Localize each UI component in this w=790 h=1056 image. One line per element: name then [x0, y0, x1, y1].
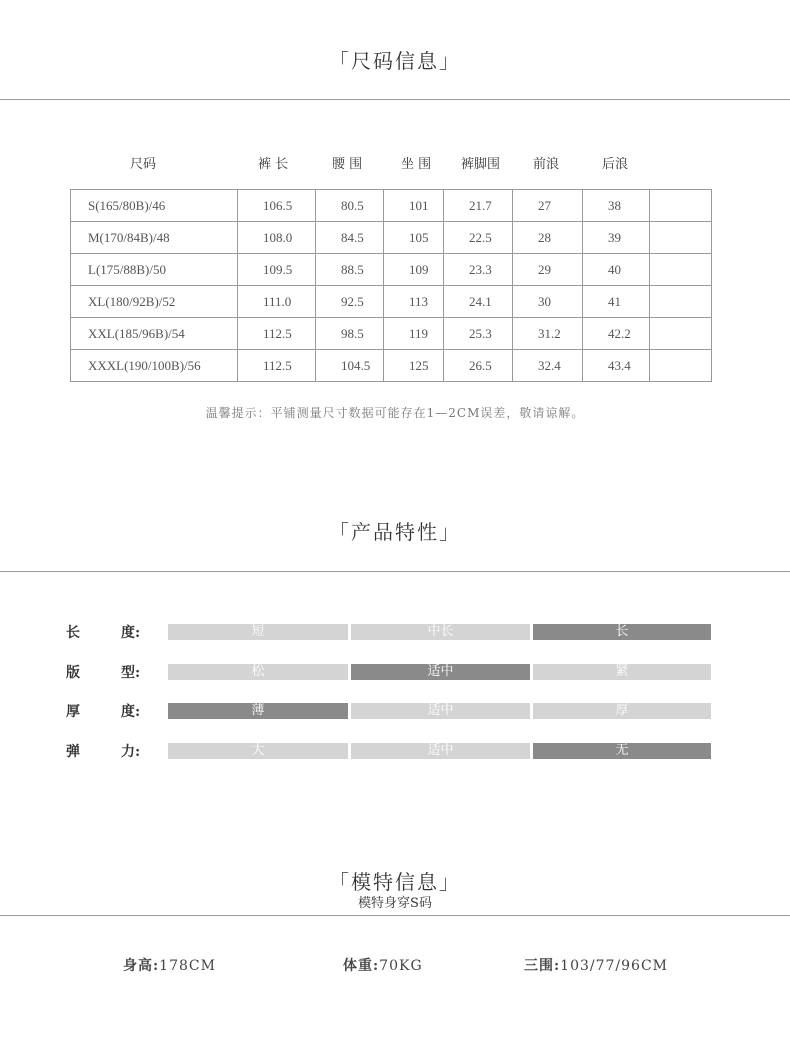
- measurement-cell: 111.0: [238, 286, 316, 318]
- measurement-cell: 84.5: [316, 222, 384, 254]
- feature-option: 适中: [351, 743, 530, 759]
- measurement-cell: 80.5: [316, 190, 384, 222]
- feature-option-selected: 无: [533, 743, 711, 759]
- model-height: [123, 955, 216, 975]
- measurement-cell: 92.5: [316, 286, 384, 318]
- measurement-cell: 112.5: [238, 318, 316, 350]
- measurement-cell: 27: [513, 190, 583, 222]
- divider: [0, 571, 790, 572]
- header-hip: 坐 围: [401, 157, 432, 172]
- size-cell: S(165/80B)/46: [71, 190, 238, 222]
- model-weight-label: 体重:: [343, 958, 380, 974]
- measurement-cell: 30: [513, 286, 583, 318]
- feature-label: 厚: [66, 704, 80, 720]
- feature-option: 短: [168, 624, 348, 640]
- feature-row: [0, 664, 790, 680]
- feature-label-suffix: 度:: [121, 704, 141, 720]
- feature-option: 紧: [533, 664, 711, 680]
- feature-option: 适中: [351, 703, 530, 719]
- header-leg-opening: 裤脚围: [461, 157, 501, 172]
- measurement-cell: 23.3: [444, 254, 513, 286]
- table-row: [71, 222, 712, 254]
- model-measurements-label: 三围:: [524, 958, 561, 974]
- measurement-cell: 88.5: [316, 254, 384, 286]
- empty-cell: [650, 254, 712, 286]
- size-table: [70, 189, 712, 382]
- table-row: [71, 190, 712, 222]
- model-height-label: 身高:: [123, 958, 160, 974]
- model-measurements: [524, 955, 668, 975]
- measurement-cell: 113: [384, 286, 444, 318]
- model-section-title: 「模特信息」: [329, 870, 461, 894]
- size-cell: L(175/88B)/50: [71, 254, 238, 286]
- feature-option: 大: [168, 743, 348, 759]
- divider: [0, 99, 790, 100]
- measurement-cell: 108.0: [238, 222, 316, 254]
- size-cell: XXXL(190/100B)/56: [71, 350, 238, 382]
- size-section-title: 「尺码信息」: [329, 49, 461, 73]
- measurement-note: 温馨提示：平铺测量尺寸数据可能存在1—2CM误差，敬请谅解。: [205, 406, 585, 420]
- table-row: [71, 318, 712, 350]
- model-subtitle: 模特身穿S码: [358, 896, 432, 911]
- measurement-cell: 38: [583, 190, 650, 222]
- size-cell: M(170/84B)/48: [71, 222, 238, 254]
- measurement-cell: 40: [583, 254, 650, 286]
- empty-cell: [650, 350, 712, 382]
- header-size: 尺码: [130, 157, 157, 172]
- empty-cell: [650, 190, 712, 222]
- measurement-cell: 26.5: [444, 350, 513, 382]
- measurement-cell: 42.2: [583, 318, 650, 350]
- measurement-cell: 112.5: [238, 350, 316, 382]
- measurement-cell: 125: [384, 350, 444, 382]
- empty-cell: [650, 286, 712, 318]
- measurement-cell: 29: [513, 254, 583, 286]
- feature-option-selected: 适中: [351, 664, 530, 680]
- feature-label: 长: [66, 625, 80, 641]
- measurement-cell: 41: [583, 286, 650, 318]
- feature-label: 版: [66, 665, 80, 681]
- measurement-cell: 39: [583, 222, 650, 254]
- feature-option-selected: 薄: [168, 703, 348, 719]
- size-cell: XXL(185/96B)/54: [71, 318, 238, 350]
- table-row: [71, 254, 712, 286]
- measurement-cell: 43.4: [583, 350, 650, 382]
- feature-option: 厚: [533, 703, 711, 719]
- feature-label-suffix: 力:: [121, 744, 141, 760]
- measurement-cell: 31.2: [513, 318, 583, 350]
- measurement-cell: 105: [384, 222, 444, 254]
- measurement-cell: 104.5: [316, 350, 384, 382]
- table-row: [71, 286, 712, 318]
- model-measurements-value: 103/77/96CM: [560, 958, 669, 974]
- measurement-cell: 28: [513, 222, 583, 254]
- size-cell: XL(180/92B)/52: [71, 286, 238, 318]
- header-waist: 腰 围: [332, 157, 363, 172]
- feature-row: [0, 703, 790, 719]
- empty-cell: [650, 318, 712, 350]
- feature-label-suffix: 型:: [121, 665, 141, 681]
- empty-cell: [650, 222, 712, 254]
- measurement-cell: 109: [384, 254, 444, 286]
- feature-option: 松: [168, 664, 348, 680]
- table-row: [71, 350, 712, 382]
- divider: [0, 915, 790, 916]
- measurement-cell: 101: [384, 190, 444, 222]
- feature-row: [0, 743, 790, 759]
- measurement-cell: 25.3: [444, 318, 513, 350]
- feature-option: 中长: [351, 624, 530, 640]
- header-front-rise: 前浪: [533, 157, 560, 172]
- feature-label-suffix: 度:: [121, 625, 141, 641]
- measurement-cell: 106.5: [238, 190, 316, 222]
- feature-row: [0, 624, 790, 640]
- measurement-cell: 119: [384, 318, 444, 350]
- header-back-rise: 后浪: [602, 157, 629, 172]
- header-length: 裤 长: [258, 157, 289, 172]
- measurement-cell: 98.5: [316, 318, 384, 350]
- measurement-cell: 32.4: [513, 350, 583, 382]
- measurement-cell: 22.5: [444, 222, 513, 254]
- model-weight: [343, 955, 423, 975]
- measurement-cell: 21.7: [444, 190, 513, 222]
- measurement-cell: 109.5: [238, 254, 316, 286]
- features-section-title: 「产品特性」: [329, 520, 461, 544]
- feature-option-selected: 长: [533, 624, 711, 640]
- model-height-value: 178CM: [159, 958, 216, 974]
- measurement-cell: 24.1: [444, 286, 513, 318]
- model-weight-value: 70KG: [379, 958, 423, 974]
- feature-label: 弹: [66, 744, 80, 760]
